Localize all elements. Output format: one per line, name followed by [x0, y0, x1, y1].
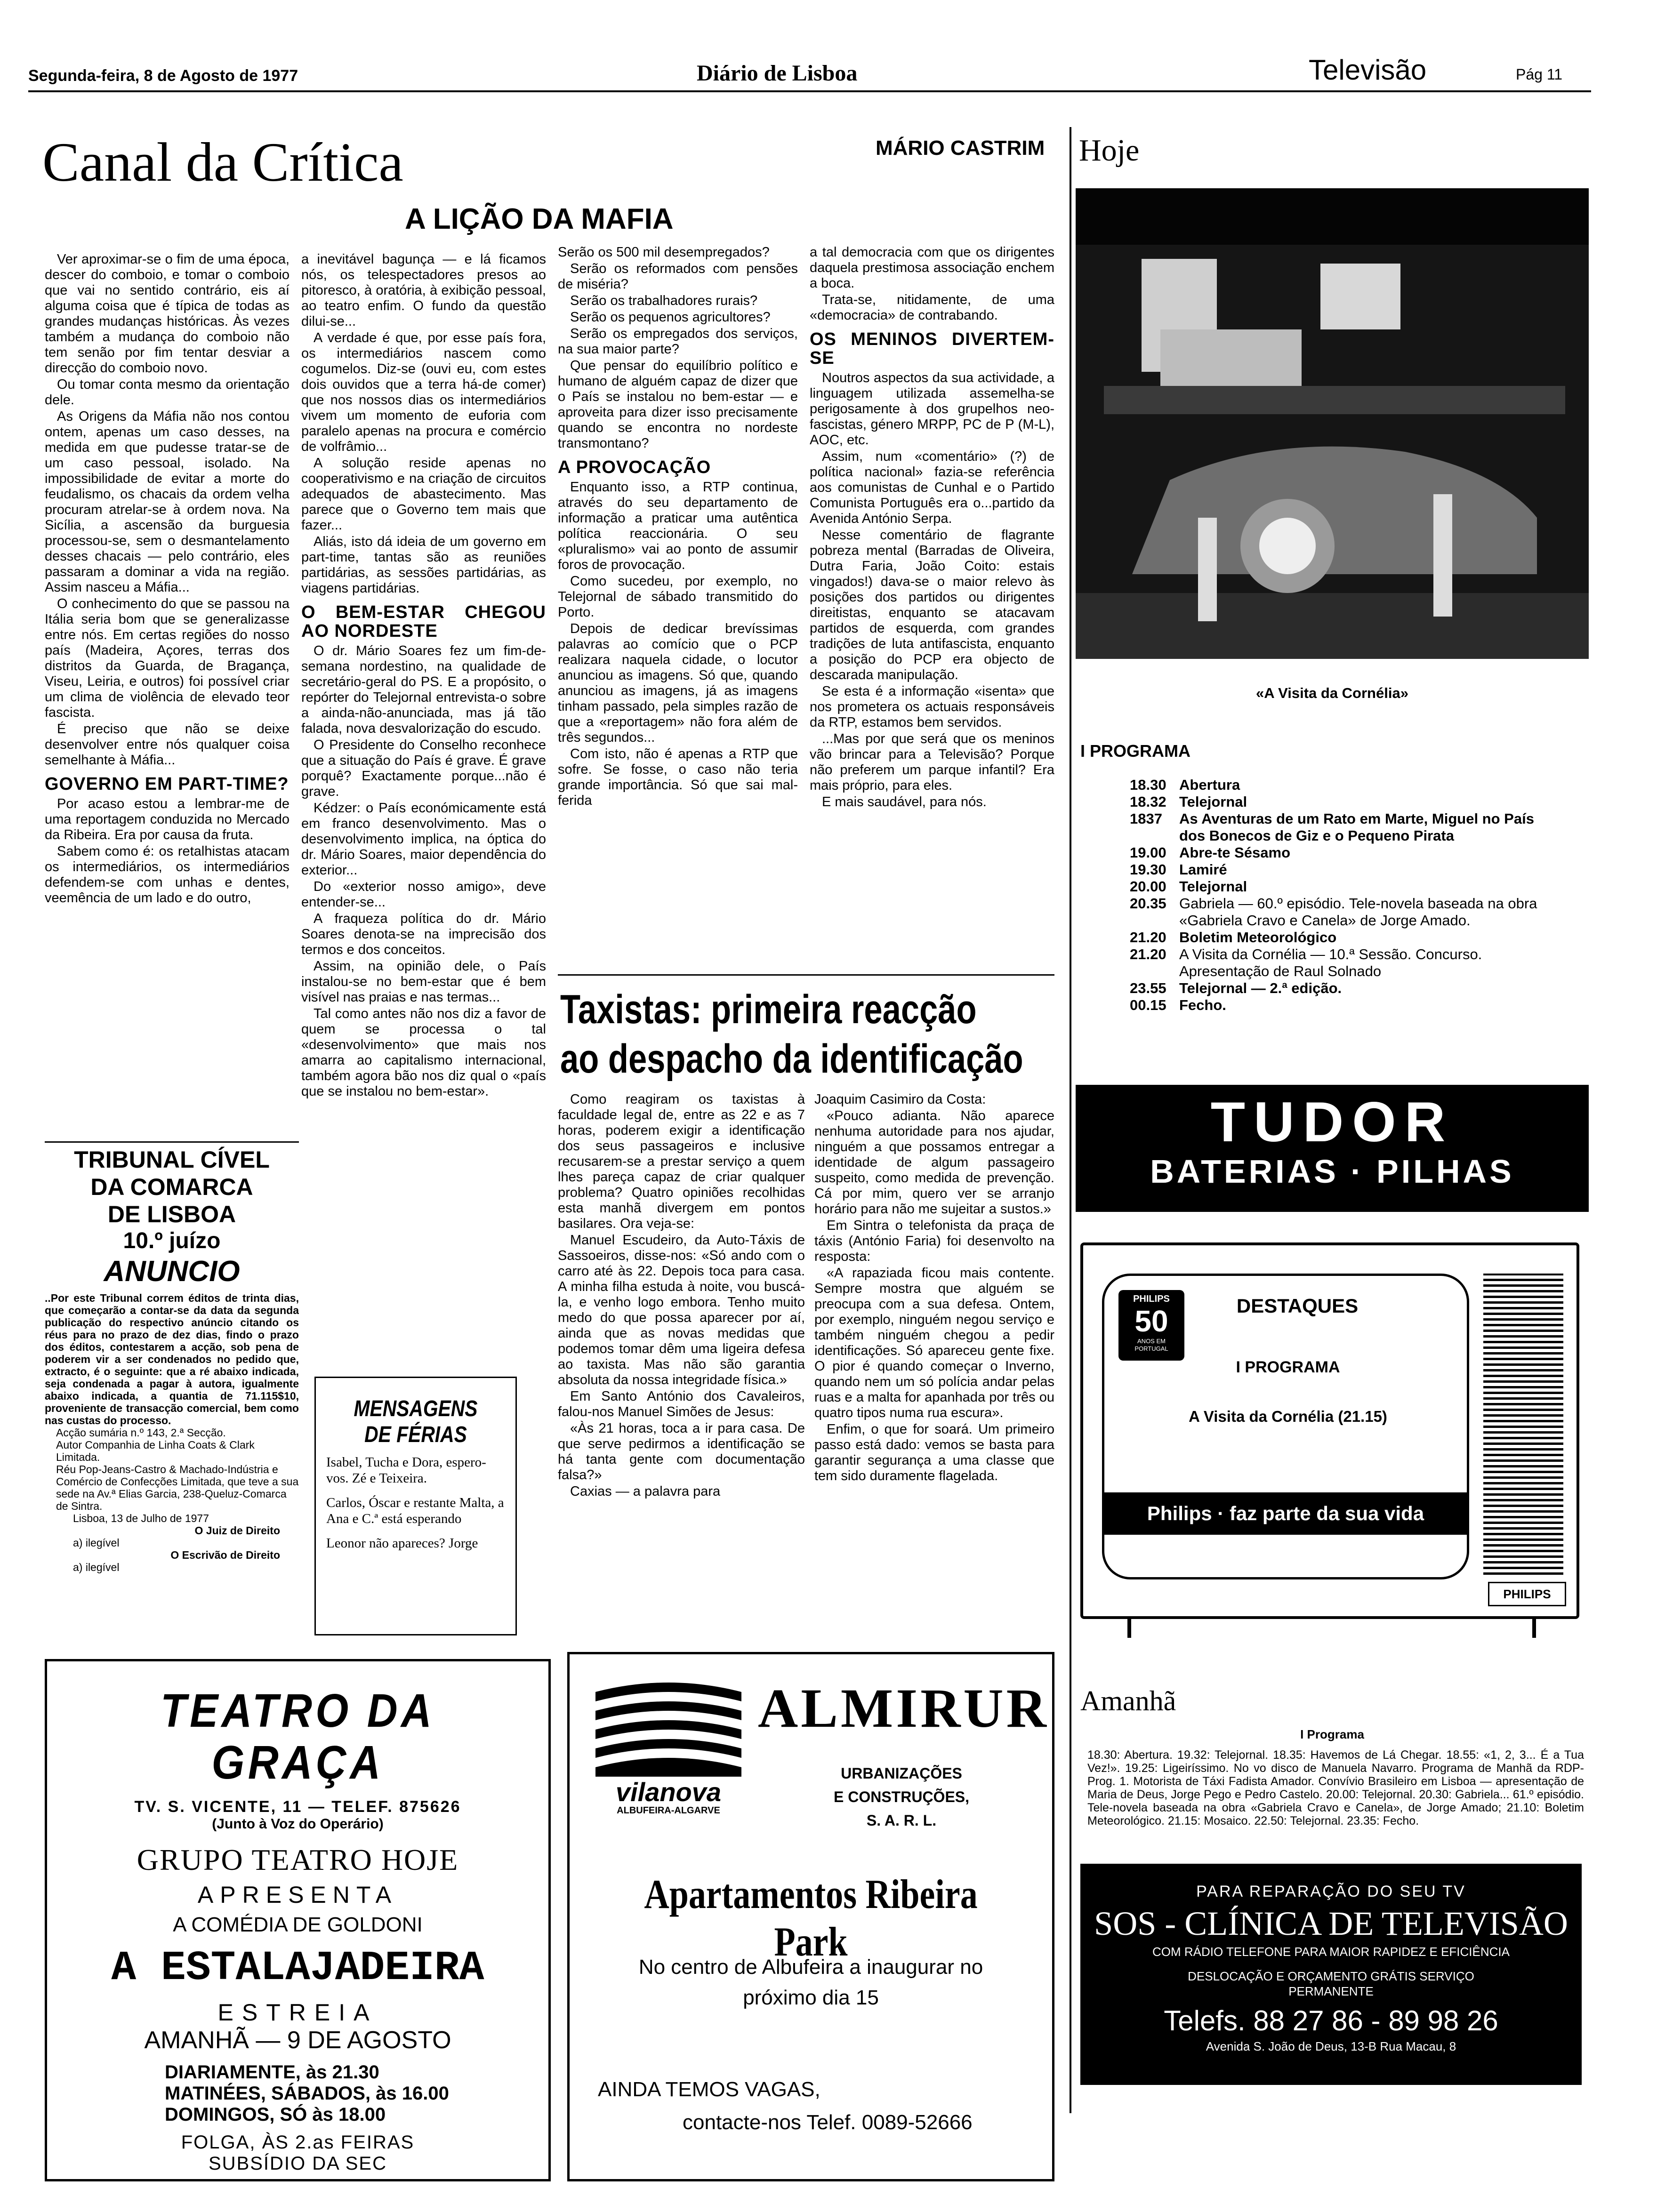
teatro-domingos: DOMINGOS, SÓ às 18.00 — [165, 2104, 386, 2125]
col2-p: A solução reside apenas no cooperativismo e na criação de circuitos adequados de abastecimento. Mas parece que o Governo tem mais que fazer... — [301, 456, 546, 533]
column-col4 — [810, 245, 1054, 970]
col1-p: É preciso que não se deixe desenvolver entre nós qualquer coisa semelhante à Máfia... — [45, 721, 290, 768]
hoje-title: Hoje — [1079, 133, 1140, 168]
column-divider — [1070, 127, 1071, 2113]
vilanova-sub: ALBUFEIRA-ALGARVE — [617, 1805, 720, 1816]
almirur-contact: contacte-nos Telef. 0089-52666 — [683, 2111, 973, 2134]
sos-phones: Telefs. 88 27 86 - 89 98 26 — [1164, 2005, 1498, 2036]
tribunal-date: Lisboa, 13 de Julho de 1977 — [73, 1512, 209, 1524]
col2-subhead: O BEM-ESTAR CHEGOU AO NORDESTE — [301, 602, 546, 641]
schedule-desc: Lamiré — [1179, 861, 1227, 878]
col4-p: Se esta é a informação «isenta» que nos prometera os actuais responsáveis da RTP, estamos bem servidos. — [810, 684, 1054, 730]
schedule-desc: Abre-te Sésamo — [1179, 844, 1291, 861]
schedule-time: 20.00 — [1130, 878, 1166, 895]
philips-slogan: Philips · faz parte da sua vida — [1104, 1492, 1467, 1535]
tv-leg — [1532, 1619, 1536, 1638]
schedule-desc: Telejornal — 2.ª edição. — [1179, 980, 1342, 996]
amanha-programa: I Programa — [1300, 1727, 1364, 1741]
col2-p: O dr. Mário Soares fez um fim-de-semana nordestino, na qualidade de secretário-geral do PS. E a propósito, o repórter do Telejornal entrevista-o sobre a ainda-não-anunciada, mas já tão falada, nova desvalorização do escudo. — [301, 643, 546, 736]
schedule-row — [1130, 997, 1553, 1014]
tribunal-body: ..Por este Tribunal correm éditos de trinta dias, que começarão a contar-se da data da segunda publicação do respectivo anúncio citando os réus para no prazo de dez dias, findo o prazo dos éditos, contestarem a acção, sob pena de poderem vir a ser condenados no pedido que, extracto, é o seguinte: que a ré abaixo indicada, seja condenada a pagar à autora, igualmente abaixo indicada, a quantia de 71.115$10, proveniente de transacção comercial, bem como nas custas do processo. — [45, 1292, 299, 1427]
tribunal-illegible: a) ilegível — [73, 1537, 120, 1549]
schedule-desc: As Aventuras de um Rato em Marte, Miguel no País dos Bonecos de Giz e o Pequeno Pirata — [1179, 810, 1534, 844]
tudor-ad — [1076, 1085, 1589, 1212]
schedule-row — [1130, 980, 1553, 997]
schedule-desc: Telejornal — [1179, 878, 1247, 895]
col4-p: a tal democracia com que os dirigentes daquela prestimosa associação enchem a boca. — [810, 245, 1054, 291]
wave-logo-icon — [591, 1673, 746, 1777]
hoje-photo-caption: «A Visita da Cornélia» — [1256, 685, 1408, 701]
taxi-p: Enfim, o que for soará. Um primeiro passo está dado: vemos se basta para garantir segurança a uma classe que tem sido duramente flagelada. — [814, 1422, 1054, 1483]
schedule-time: 20.35 — [1130, 895, 1166, 912]
teatro-address-note: (Junto à Voz do Operário) — [212, 1816, 384, 1832]
col1-p: Por acaso estou a lembrar-me de uma reportagem conduzida no Mercado da Ribeira. Era por causa da fruta. — [45, 796, 290, 842]
col1-p: Sabem como é: os retalhistas atacam os intermediários, os intermediários defendem-se com unhas e dentes, veemência de um lado e do outro, — [45, 844, 290, 906]
col4-p: Trata-se, nitidamente, de uma «democracia» de contrabando. — [810, 292, 1054, 323]
tribunal-acao: Acção sumária n.º 143, 2.ª Secção. — [56, 1427, 226, 1439]
column-title: Canal da Crítica — [42, 131, 403, 193]
almirur-sub: E CONSTRUÇÕES, — [833, 1788, 970, 1805]
mensagens-box — [314, 1377, 517, 1635]
almirur-ad — [567, 1652, 1054, 2181]
teatro-amanha: AMANHÃ — 9 DE AGOSTO — [144, 2027, 451, 2054]
col3-p: Serão os empregados dos serviços, na sua maior parte? — [558, 326, 798, 357]
schedule-row — [1130, 946, 1553, 980]
philips-badge — [1118, 1290, 1184, 1361]
almirur-line: próximo dia 15 — [743, 1986, 879, 2009]
show-stage-image — [1076, 188, 1589, 659]
column-author: MÁRIO CASTRIM — [876, 136, 1045, 160]
taxi-p: Caxias — a palavra para — [570, 1484, 721, 1499]
col3-p: Serão os pequenos agricultores? — [570, 310, 771, 325]
taxi-p: «Pouco adianta. Não aparece nenhuma autoridade para nos ajudar, ninguém a que possamos entregar a identidade de algum passageiro suspeito, como medida de prevenção. Cá por mim, quero ver se arranjo horário para não me sujeitar a sustos.» — [814, 1108, 1054, 1217]
tribunal-juiz: O Juiz de Direito — [194, 1524, 280, 1537]
tudor-tagline: BATERIAS · PILHAS — [1150, 1153, 1514, 1190]
tudor-brand: TUDOR — [1210, 1090, 1454, 1154]
philips-highlight: A Visita da Cornélia (21.15) — [1189, 1408, 1387, 1425]
col2-p: a inevitável bagunça — e lá ficamos nós, os telespectadores presos ao pitoresco, à oratória, à exibição pessoal, ao teatro enfim. O fundo da questão dilui-se... — [301, 252, 546, 329]
tribunal-title: DA COMARCA — [90, 1174, 253, 1200]
col1-subhead: GOVERNO EM PART-TIME? — [45, 774, 289, 794]
tribunal-block — [45, 1146, 299, 1635]
sos-ad — [1080, 1864, 1582, 2085]
col4-p: Nesse comentário de flagrante pobreza mental (Barradas de Oliveira, Dutra Faria, João Coito: estais vingados!) dava-se o maior relevo às posições dos partidos ou dirigentes direitistas, enquanto se atacavam partidos de esquerda, com grandes tradições de luta antifascista, enquanto a posição do PCP era objecto de descarada manipulação. — [810, 528, 1054, 682]
hoje-schedule — [1130, 777, 1553, 1014]
teatro-address: TV. S. VICENTE, 11 — TELEF. 875626 — [134, 1798, 461, 1816]
teatro-comedia: A COMÉDIA DE GOLDONI — [173, 1913, 423, 1936]
teatro-diariamente: DIARIAMENTE, às 21.30 — [165, 2062, 379, 2083]
col3-p: Serão os 500 mil desempregados? — [558, 245, 770, 260]
col3-p: Como sucedeu, por exemplo, no Telejornal de sábado transmitido do Porto. — [558, 574, 798, 620]
schedule-desc: A Visita da Cornélia — 10.ª Sessão. Concurso. Apresentação de Raul Solnado — [1179, 946, 1482, 979]
col4-subhead: OS MENINOS DIVERTEM-SE — [810, 329, 1054, 368]
col1-p: Ver aproximar-se o fim de uma época, descer do comboio, e tomar o comboio que vai no sentido contrário, eis aí alguma coisa que é típica de todas as grandes mudanças históricas. Às vezes também a mudança do comboio não tem senão por fim tentar desviar a direcção do comboio novo. — [45, 252, 290, 376]
amanha-schedule: 18.30: Abertura. 19.32: Telejornal. 18.35: Havemos de Lá Chegar. 18.55: «1, 2, 3... É a Tua Vez!». 19.25: Ligeiríssimo. No vo disco de Manuela Navarro. Programa de Manhã da RDP-Prog. 1. Motorista de Táxi Fadista Amador. Convívio Brasileiro em Lisboa — apresentação de Maria de Deus, Jorge Pego e Pedro Castelo. 20.00: Telejornal. 20.30: Gabriela... 61.º episódio. Tele-novela baseada na obra «Gabriela Cravo e Canela», de Jorge Amado; 21.10: Boletim Meteorológico. 21.15: Mosaico. 22.50: Telejornal. 23.35: Fecho. — [1087, 1748, 1584, 1827]
teatro-name: TEATRO DA GRAÇA — [160, 1684, 435, 1789]
tribunal-top-rule — [45, 1141, 299, 1143]
taxi-headline-2: ao despacho da identificação — [560, 1036, 1023, 1082]
column-col3 — [558, 245, 798, 970]
mensagens-title: MENSAGENS — [354, 1396, 478, 1421]
col2-p: A verdade é que, por esse país fora, os intermediários nascem como cogumelos. Diz-se (ouvi eu, com estes dois ouvidos que a terra há-de comer) que nos nossos dias os intermediários vivem um momento de euforia com paralelo apenas na procura e comércio de volfrâmio... — [301, 330, 546, 454]
schedule-row — [1130, 844, 1553, 861]
schedule-time: 21.20 — [1130, 946, 1166, 962]
schedule-time: 00.15 — [1130, 997, 1166, 1013]
teatro-matinees: MATINÉES, SÁBADOS, às 16.00 — [165, 2083, 449, 2104]
col2-p: Tal como antes não nos diz a favor de quem se processa o tal «desenvolvimento» que mais nos amarra ao capitalismo internacional, também agora bão nos diz qual o «país que se instalou no bem-estar». — [301, 1006, 546, 1099]
schedule-desc: Telejornal — [1179, 793, 1247, 810]
tribunal-title: TRIBUNAL CÍVEL — [74, 1146, 270, 1173]
sos-line3: DESLOCAÇÃO E ORÇAMENTO GRÁTIS SERVIÇO PERMANENTE — [1188, 1969, 1474, 1998]
schedule-time: 21.20 — [1130, 929, 1166, 946]
column-col1 — [45, 252, 290, 1122]
col3-p: Serão os trabalhadores rurais? — [570, 293, 758, 308]
schedule-row — [1130, 929, 1553, 946]
taxi-p: Como reagiram os taxistas à faculdade legal de, entre as 22 e as 7 horas, poderem exigir a identificação dos seus passageiros e inclusive recusarem-se a prestar serviço a quem lhes pareça capaz de criar qualquer problema? Quatro opiniões recolhidas esta manhã divergem em pontos basilares. Ora veja-se: — [558, 1092, 805, 1231]
vilanova-name: vilanova — [615, 1777, 722, 1807]
mensagens-message: Isabel, Tucha e Dora, espero-vos. Zé e Teixeira. — [326, 1455, 486, 1486]
sos-line2: COM RÁDIO TELEFONE PARA MAIOR RAPIDEZ E EFICIÊNCIA — [1152, 1945, 1510, 1959]
col3-p: Enquanto isso, a RTP continua, através do seu departamento de informação a praticar uma autêntica política reaccionária. O seu «pluralismo» vai ao ponto de assumir foros de provocação. — [558, 480, 798, 572]
column-col2 — [301, 252, 546, 1348]
schedule-row — [1130, 793, 1553, 810]
sos-address: Avenida S. João de Deus, 13-B Rua Macau, 8 — [1206, 2039, 1456, 2053]
sos-line1: PARA REPARAÇÃO DO SEU TV — [1196, 1883, 1466, 1900]
philips-programa: I PROGRAMA — [1236, 1358, 1340, 1376]
teatro-play: A ESTALAJADEIRA — [111, 1945, 484, 1992]
schedule-time: 23.55 — [1130, 980, 1166, 996]
taxi-p: «A rapaziada ficou mais contente. Sempre mostra que alguém se preocupa com a sua defesa. Ontem, por exemplo, ninguém negou serviço e também ninguém chegou a pedir identificações. Só apareceu gente fixe. O pior é quando começar o Inverno, quando nem um só polícia andar pelas ruas e a malta for apanhada por três ou quatro tipos numa rua escura». — [814, 1266, 1054, 1420]
masthead-page: Pág 11 — [1516, 66, 1563, 83]
masthead-newspaper: Diário de Lisboa — [697, 61, 858, 86]
almirur-sub: URBANIZAÇÕES — [841, 1765, 962, 1782]
almirur-headline: Apartamentos Ribeira Park — [644, 1872, 978, 1965]
tribunal-illegible: a) ilegível — [73, 1561, 120, 1573]
tribunal-autor: Autor Companhia de Linha Coats & Clark Limitada. — [56, 1439, 255, 1463]
teatro-subsidio: SUBSÍDIO DA SEC — [209, 2153, 387, 2174]
taxi-p: Joaquim Casimiro da Costa: — [814, 1092, 986, 1107]
schedule-time: 19.00 — [1130, 844, 1166, 861]
schedule-row — [1130, 861, 1553, 878]
schedule-row — [1130, 777, 1553, 793]
col1-p: O conhecimento do que se passou na Itália seria bom que se generalizasse entre nós. Em certas regiões do nosso país (Madeira, Açores, terras dos distritos da Guarda, de Bragança, Viseu, Leiria, e outros) foi possível criar um clima de violência de elevado teor fascista. — [45, 596, 290, 720]
col1-p: As Origens da Máfia não nos contou ontem, apenas um caso desses, na medida em que pudesse tratar-se de um caso pessoal, isolado. Na impossibilidade de evitar a morte do feudalismo, os chacais da ordem velha procuram atrelar-se à ordem nova. Na Sicília, a ascensão da burguesia processou-se, sem o desmantelamento desses chacais — pelo contrário, eles passaram a dominar a vida na região. Assim nasceu a Máfia... — [45, 409, 290, 595]
col4-p: ...Mas por que será que os meninos vão brincar para a Televisão? Porque não preferem um parque infantil? Era mais próprio, para eles. — [810, 731, 1054, 793]
taxi-left-col — [558, 1092, 805, 1628]
almirur-name: ALMIRUR — [758, 1677, 1049, 1739]
taxi-top-rule — [558, 974, 1054, 976]
tribunal-juizo: 10.º juízo — [123, 1228, 221, 1253]
teatro-folga: FOLGA, ÀS 2.as FEIRAS — [181, 2132, 415, 2153]
schedule-desc: Boletim Meteorológico — [1179, 929, 1337, 946]
sos-title: SOS - CLÍNICA DE TELEVISÃO — [1094, 1905, 1568, 1942]
col2-p: Kédzer: o País económicamente está em franco desenvolvimento. Mas o desenvolvimento implica, na óptica do dr. Mário Soares, maior dependência do exterior... — [301, 801, 546, 878]
tv-screen — [1102, 1274, 1469, 1579]
tv-label: PHILIPS — [1488, 1582, 1566, 1606]
schedule-time: 18.32 — [1130, 793, 1166, 810]
col4-p: Noutros aspectos da sua actividade, a linguagem utilizada assemelha-se perigosamente à dos grupelhos neo-fascistas, género MRPP, PC de P (M-L), AOC, etc. — [810, 370, 1054, 448]
schedule-row — [1130, 895, 1553, 929]
col3-p: Com isto, não é apenas a RTP que sofre. Se fosse, o caso não teria grande importância. Só que sai mal-ferida — [558, 746, 798, 808]
tribunal-anuncio: ANUNCIO — [104, 1255, 240, 1288]
taxi-p: «Às 21 horas, toca a ir para casa. De que serve pedirmos a identificação se há tanta gente com documentação falsa?» — [558, 1421, 805, 1483]
teatro-apresenta: APRESENTA — [197, 1882, 398, 1908]
schedule-time: 1837 — [1130, 810, 1162, 827]
masthead-section: Televisão — [1309, 54, 1427, 86]
col2-p: Assim, na opinião dele, o País instalou-se no bem-estar que é bem visível nas praias e nas termas... — [301, 959, 546, 1005]
schedule-row — [1130, 878, 1553, 895]
taxi-headline-1: Taxistas: primeira reacção — [560, 987, 977, 1032]
philips-badge-number: 50 — [1134, 1304, 1168, 1338]
tv-cabinet — [1080, 1242, 1579, 1619]
col3-p: Depois de dedicar brevíssimas palavras ao comício que o PCP realizara naquela cidade, o locutor anunciou as imagens. Só que, quando anunciou as imagens, já as imagens tinham passado, pela simples razão de que a «reportagem» não fora além de três segundos... — [558, 621, 798, 745]
tribunal-escrivao: O Escrivão de Direito — [170, 1549, 280, 1561]
taxi-p: Em Sintra o telefonista da praça de táxis (António Faria) foi desenvolto na resposta: — [814, 1218, 1054, 1264]
teatro-estreia: ESTREIA — [217, 1999, 378, 2026]
teatro-ad — [45, 1659, 551, 2181]
col4-p: E mais saudável, para nós. — [822, 794, 987, 809]
schedule-row — [1130, 810, 1553, 844]
mensagens-message: Carlos, Óscar e restante Malta, a Ana e C.ª está esperando — [326, 1495, 504, 1526]
schedule-desc: Gabriela — 60.º episódio. Tele-novela baseada na obra «Gabriela Cravo e Canela» de Jorge Amado. — [1179, 895, 1537, 929]
mensagens-title: DE FÉRIAS — [364, 1422, 467, 1447]
tribunal-title: DE LISBOA — [107, 1201, 236, 1227]
schedule-time: 18.30 — [1130, 777, 1166, 793]
schedule-time: 19.30 — [1130, 861, 1166, 878]
mensagens-message: Leonor não apareces? Jorge — [326, 1536, 478, 1551]
col3-subhead: A PROVOCAÇÃO — [558, 457, 711, 477]
masthead-rule — [28, 90, 1591, 92]
tv-leg — [1127, 1619, 1131, 1638]
col3-p: Serão os reformados com pensões de miséria? — [558, 261, 798, 292]
tribunal-reu: Réu Pop-Jeans-Castro & Machado-Indústria e Comércio de Confecções Limitada, que teve a sua sede na Av.ª Elias Garcia, 238-Queluz-Comarca de Sintra. — [56, 1463, 299, 1512]
almirur-line: No centro de Albufeira a inaugurar no — [638, 1956, 983, 1979]
col3-p: Que pensar do equilíbrio político e humano de alguém capaz de dizer que o País se instalou no bem-estar — e aproveita para dizer isso precisamente quando se encontra no nordeste transmontano? — [558, 358, 798, 451]
philips-ad — [1076, 1242, 1589, 1638]
taxi-p: Manuel Escudeiro, da Auto-Táxis de Sassoeiros, disse-nos: «Só ando com o carro até às 22. Depois toca para casa. A minha filha estuda à noite, vou buscá-la, e venho logo embora. Tenho muito medo do que possa aparecer por aí, ainda que as novas medidas que podemos tomar dêm uma ligeira defesa ao taxista. Mas não são garantia absoluta da nossa integridade física.» — [558, 1233, 805, 1387]
col2-p: A fraqueza política do dr. Mário Soares denota-se na imprecisão dos termos e dos conceitos. — [301, 911, 546, 957]
almirur-sub: S. A. R. L. — [866, 1812, 937, 1829]
vilanova-logo — [591, 1673, 746, 1816]
taxi-right-col — [814, 1092, 1054, 1628]
amanha-title: Amanhã — [1080, 1685, 1176, 1716]
col2-p: Do «exterior nosso amigo», deve entender-se... — [301, 879, 546, 910]
philips-badge-brand: PHILIPS — [1133, 1294, 1170, 1304]
teatro-times — [47, 2062, 548, 2125]
masthead — [28, 47, 1591, 89]
masthead-date: Segunda-feira, 8 de Agosto de 1977 — [28, 67, 298, 85]
teatro-group: GRUPO TEATRO HOJE — [137, 1843, 459, 1876]
col4-p: Assim, num «comentário» (?) de política nacional» fazia-se referência aos comunistas de Cunhal e o Partido Comunista Português era o...partido da Avenida António Serpa. — [810, 449, 1054, 526]
col1-p: Ou tomar conta mesmo da orientação dele. — [45, 377, 290, 408]
schedule-desc: Abertura — [1179, 777, 1240, 793]
almirur-vagas: AINDA TEMOS VAGAS, — [598, 2078, 820, 2101]
hoje-photo — [1076, 188, 1589, 659]
column-headline: A LIÇÃO DA MAFIA — [405, 203, 674, 235]
schedule-desc: Fecho. — [1179, 997, 1226, 1013]
col2-p: Aliás, isto dá ideia de um governo em part-time, tantas são as reuniões partidárias, as sessões partidárias, as viagens partidárias. — [301, 534, 546, 596]
philips-destaques: DESTAQUES — [1236, 1295, 1359, 1317]
col2-p: O Presidente do Conselho reconhece que a situação do País é grave. É grave porquê? Exactamente porque...não é grave. — [301, 737, 546, 799]
hoje-programa: I PROGRAMA — [1080, 741, 1190, 761]
taxi-p: Em Santo António dos Cavaleiros, falou-nos Manuel Simões de Jesus: — [558, 1389, 805, 1419]
tv-speaker-panel — [1483, 1274, 1563, 1575]
philips-badge-text: ANOS EM PORTUGAL — [1134, 1338, 1168, 1352]
